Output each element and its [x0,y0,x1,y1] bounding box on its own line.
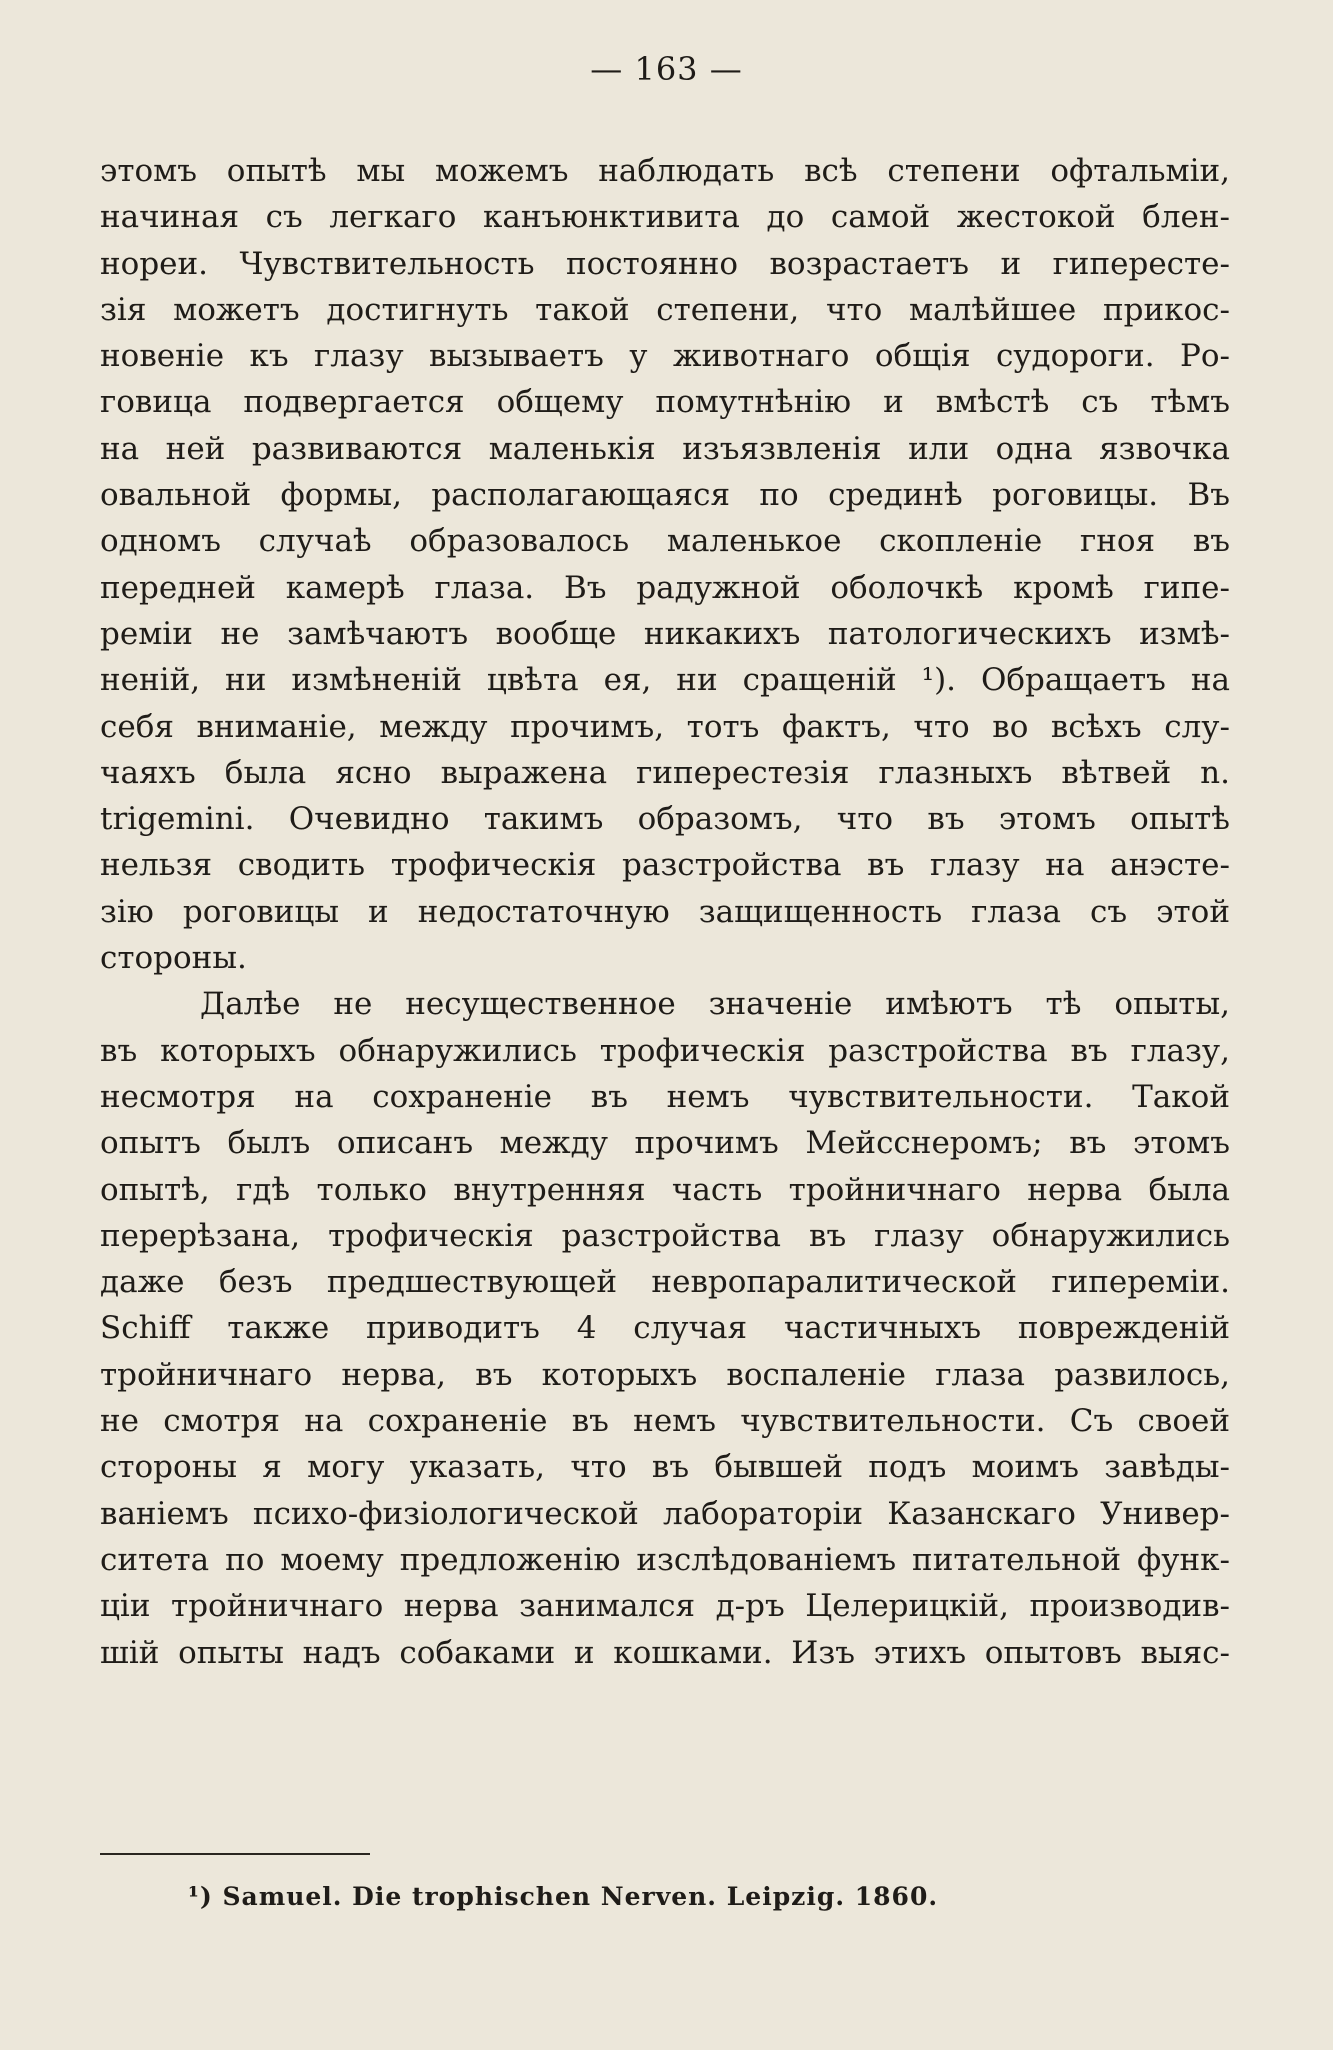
text-line: ціи тройничнаго нерва занимался д-ръ Целерицкій, производив- [100,1588,1230,1625]
text-line: тройничнаго нерва, въ которыхъ воспаленіе глаза развилось, [100,1356,1230,1393]
text-line: зія можетъ достигнуть такой степени, что малѣйшее прикос- [100,291,1230,328]
text-line: ситета по моему предложенію изслѣдованіемъ питательной функ- [100,1541,1230,1578]
text-line: перерѣзана, трофическія разстройства въ глазу обнаружились [100,1217,1230,1254]
text-line: одномъ случаѣ образовалось маленькое скопленіе гноя въ [100,523,1230,560]
text-line: новеніе къ глазу вызываетъ у животнаго общія судороги. Ро- [100,338,1230,375]
footnote: ¹) Samuel. Die trophischen Nerven. Leipzig. 1860. [188,1882,939,1911]
text-line: несмотря на сохраненіе въ немъ чувствительности. Такой [100,1078,1230,1115]
text-line: trigemini. Очевидно такимъ образомъ, что въ этомъ опытѣ [100,801,1230,838]
text-line: ваніемъ психо-физіологической лабораторіи Казанскаго Универ- [100,1495,1230,1532]
text-line: говица подвергается общему помутнѣнію и вмѣстѣ съ тѣмъ [100,384,1230,421]
text-line: Schiff также приводитъ 4 случая частичныхъ поврежденій [100,1310,1230,1347]
text-line: даже безъ предшествующей невропаралитической гипереміи. [100,1264,1230,1301]
text-line: шій опыты надъ собаками и кошками. Изъ этихъ опытовъ выяс- [100,1634,1230,1671]
text-line: передней камерѣ глаза. Въ радужной оболочкѣ кромѣ гипе- [100,569,1230,606]
page-number: — 163 — [590,50,743,88]
text-line: нельзя сводить трофическія разстройства въ глазу на анэсте- [100,847,1230,884]
text-line: стороны я могу указать, что въ бывшей подъ моимъ завѣды- [100,1449,1230,1486]
text-line: неній, ни измѣненій цвѣта ея, ни сращеній ¹). Обращаетъ на [100,662,1230,699]
text-line-paragraph-start: Далѣе не несущественное значеніе имѣютъ тѣ опыты, [200,986,1230,1023]
text-line: себя вниманіе, между прочимъ, тотъ фактъ, что во всѣхъ слу- [100,708,1230,745]
text-line: на ней развиваются маленькія изъязвленія или одна язвочка [100,430,1230,467]
text-line: ремiи не замѣчаютъ вообще никакихъ патологическихъ измѣ- [100,615,1230,652]
text-line: опытъ былъ описанъ между прочимъ Мейсснеромъ; въ этомъ [100,1125,1230,1162]
text-line: овальной формы, располагающаяся по срединѣ роговицы. Въ [100,477,1230,514]
text-line: этомъ опытѣ мы можемъ наблюдать всѣ степени офтальміи, [100,153,1230,189]
text-line: чаяхъ была ясно выражена гиперестезія глазныхъ вѣтвей n. [100,754,1230,791]
text-line: начиная съ легкаго канъюнктивита до самой жестокой блен- [100,199,1230,236]
text-line: нореи. Чувствительность постоянно возрастаетъ и гипересте- [100,245,1230,282]
text-line: не смотря на сохраненіе въ немъ чувствительности. Съ своей [100,1403,1230,1440]
text-line: въ которыхъ обнаружились трофическія разстройства въ глазу, [100,1032,1230,1069]
footnote-divider [100,1853,370,1855]
text-line: опытѣ, гдѣ только внутренняя часть тройничнаго нерва была [100,1171,1230,1208]
text-line: зію роговицы и недостаточную защищенность глаза съ этой [100,893,1230,930]
body-text [100,148,1230,1676]
text-line-paragraph-end: стороны. [100,940,247,977]
